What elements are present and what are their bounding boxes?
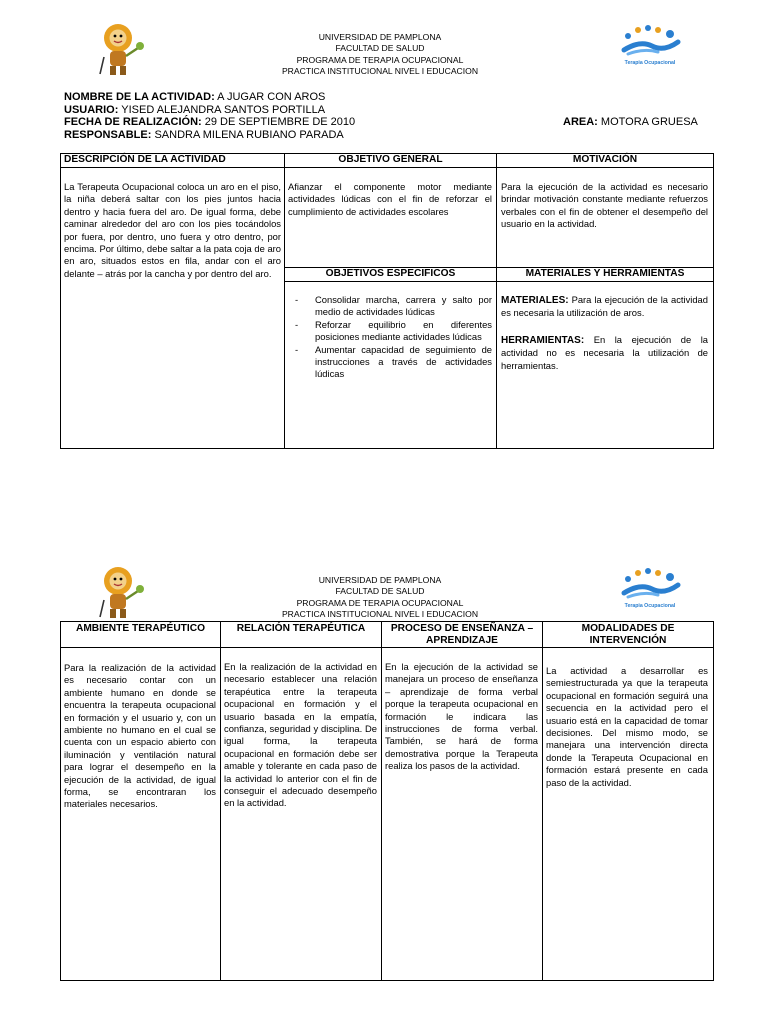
herramientas-text (497, 320, 713, 372)
therapy-table (60, 621, 714, 981)
faculty-name: FACULTAD DE SALUD (335, 43, 425, 54)
header-objetivos-especificos: OBJETIVOS ESPECIFICOS (285, 268, 497, 282)
objetivo-text: Afianzar el componente motor mediante actividades lúdicas con el fin de reforzar el cumplimiento de actividades escolares (288, 181, 492, 217)
activity-info (64, 91, 355, 141)
user-line (64, 104, 355, 117)
herramientas-value: En la ejecución de la actividad no es necesaria la utilización de herramientas. (501, 333, 708, 371)
descripcion-text: La Terapeuta Ocupacional coloca un aro en el piso, la niña deberá saltar con los pies juntos hacia dentro y hacia fuera del aro. De igual forma, debe caminar alrededor del aro con los pies tocándolos por fuera, por dentro, uno fuera y otro dentro, por encima. Por último, debe saltar a la pata coja de aro en aro, situados estos en fila, andar con el aro delante – atrás por la cancha y por dentro del aro. (64, 181, 281, 279)
especifico-item: - Aumentar capacidad de seguimiento de instrucciones a través de actividades lúdicas (285, 344, 492, 381)
faculty-name: FACULTAD DE SALUD (335, 586, 425, 597)
terapia-ocupacional-logo-2 (618, 565, 682, 615)
logo-caption: Terapia Ocupacional (624, 603, 676, 609)
practice-name: PRACTICA INSTITUCIONAL NIVEL I EDUCACION (281, 608, 479, 619)
header-materiales: MATERIALES Y HERRAMIENTAS (497, 268, 714, 282)
modalidades-text: La actividad a desarrollar es semiestructurada ya que la terapeuta ocupacional en formación seguirá una secuencia en la actividad pero el usuario está en la capacidad de tomar decisiones. Del mismo modo, se manejara una intervención directa donde la Terapeuta Ocupacional en formación estará presente en cada paso de la actividad. (546, 665, 708, 788)
ambiente-cell (61, 648, 221, 981)
activity-name-line (64, 91, 355, 104)
activity-label: NOMBRE DE LA ACTIVIDAD: (64, 91, 215, 103)
especificos-list (285, 282, 496, 381)
area-value: MOTORA GRUESA (597, 116, 698, 128)
materiales-text (497, 282, 713, 320)
header-motivacion: MOTIVACIÓN (497, 154, 714, 168)
materiales-label: MATERIALES: (501, 295, 569, 306)
header-relacion: RELACIÓN TERAPÉUTICA (221, 622, 382, 648)
header-modalidades: MODALIDADES DE INTERVENCIÓN (543, 622, 714, 648)
relacion-cell (221, 648, 382, 981)
program-name: PROGRAMA DE TERAPIA OCUPACIONAL (296, 54, 464, 65)
responsible-label: RESPONSABLE: (64, 128, 152, 141)
header-objetivo-general: OBJETIVO GENERAL (285, 154, 497, 168)
program-name: PROGRAMA DE TERAPIA OCUPACIONAL (296, 597, 464, 608)
date-label: FECHA DE REALIZACIÓN: (64, 116, 202, 129)
date-line (64, 116, 355, 129)
lion-mascot-logo-2 (92, 565, 152, 621)
header-proceso: PROCESO DE ENSEÑANZA – APRENDIZAJE (382, 622, 543, 648)
especificos-cell (285, 282, 497, 449)
responsible-line (64, 129, 355, 142)
descripcion-cell (61, 168, 285, 449)
motivacion-cell (497, 168, 714, 268)
activity-value: A JUGAR CON AROS (214, 91, 326, 103)
lion-mascot-logo (92, 22, 152, 78)
modalidades-cell (543, 648, 714, 981)
university-name: UNIVERSIDAD DE PAMPLONA (318, 32, 442, 42)
relacion-text: En la realización de la actividad en necesario establecer una relación terapéutica entre la terapeuta ocupacional en formación y el usuario basada en la empatía, confianza, seguridad y disciplina. De igual forma, la terapeuta ocupacional en formación debe ser amable y tolerante en cada paso de la actividad lo anterior con el fin de conseguir el adecuado desempeño en la actividad. (224, 661, 377, 809)
lion-mascot-icon (100, 24, 144, 75)
header-descripcion: DESCRIPCIÓN DE LA ACTIVIDAD (61, 154, 285, 168)
activity-table (60, 153, 714, 449)
herramientas-label: HERRAMIENTAS: (501, 334, 585, 346)
area-label: AREA: (563, 116, 598, 128)
especifico-item: - Reforzar equilibrio en diferentes posiciones mediante actividades lúdicas (285, 319, 492, 344)
page-header-2 (230, 575, 530, 620)
responsible-value: SANDRA MILENA RUBIANO PARADA (151, 128, 344, 141)
logo-caption: Terapia Ocupacional (624, 60, 676, 66)
practice-name: PRACTICA INSTITUCIONAL NIVEL I EDUCACION (281, 65, 479, 76)
university-name: UNIVERSIDAD DE PAMPLONA (318, 575, 442, 585)
objetivo-cell (285, 168, 497, 268)
proceso-text: En la ejecución de la actividad se manejara un proceso de enseñanza – aprendizaje de forma verbal porque la terapeuta ocupacional en formación le indicara las instrucciones de forma verbal. También, se hará de forma demostrativa porque la Terapeuta realiza los pasos de la actividad. (385, 661, 538, 772)
ambiente-text: Para la realización de la actividad es necesario contar con un ambiente humano en donde se encuentra la terapeuta ocupacional en formación y el usuario y, con un ambiente no humano en el cual se cuenta con un espacio abierto con iluminación y ventilación natural para lograr el desempeño en la ejecución de la actividad, de igual forma, se encontraran los materiales necesarios. (64, 662, 216, 810)
page-header (230, 32, 530, 77)
lion-mascot-icon (100, 567, 144, 618)
materiales-value: Para la ejecución de la actividad es necesaria la utilización de aros. (501, 294, 708, 319)
terapia-ocupacional-logo (618, 22, 682, 72)
user-value: YISED ALEJANDRA SANTOS PORTILLA (118, 103, 326, 116)
header-ambiente: AMBIENTE TERAPÉUTICO (61, 622, 221, 648)
motivacion-text: Para la ejecución de la actividad es necesario brindar motivación constante mediante refuerzos verbales con el fin de obtener el desempeño del usuario en la actividad. (501, 181, 708, 230)
materiales-cell (497, 282, 714, 449)
especifico-item: - Consolidar marcha, carrera y salto por medio de actividades lúdicas (285, 294, 492, 319)
proceso-cell (382, 648, 543, 981)
user-label: USUARIO: (64, 103, 119, 116)
date-value: 29 DE SEPTIEMBRE DE 2010 (201, 116, 356, 129)
area-line (563, 116, 698, 129)
